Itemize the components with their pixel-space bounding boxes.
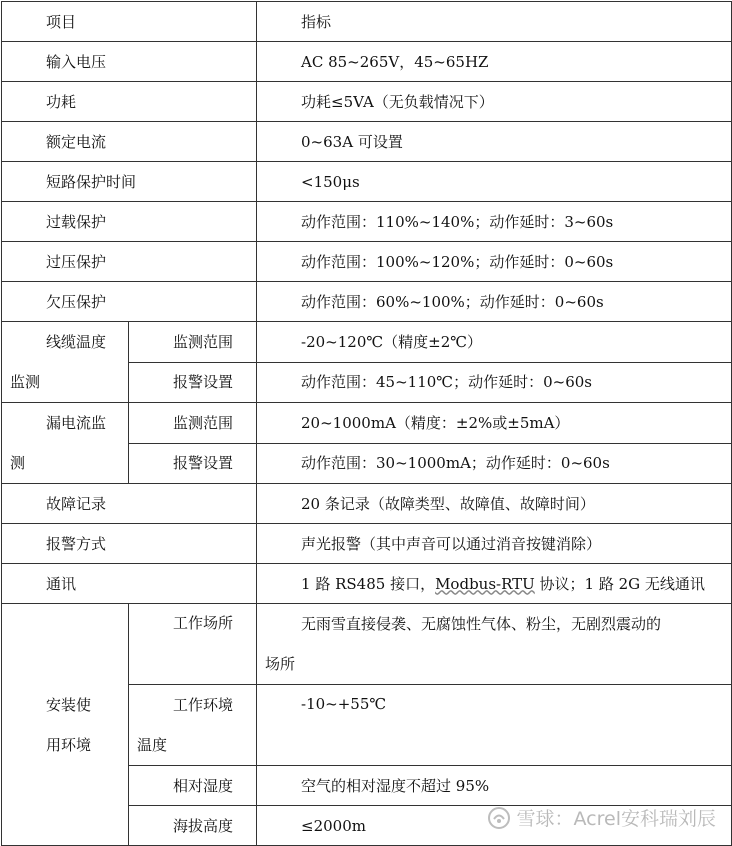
sub-label: 报警设置 xyxy=(129,443,257,484)
table-row xyxy=(2,524,732,564)
snowball-logo-icon xyxy=(487,806,511,830)
row-value: <150μs xyxy=(257,162,732,202)
sub-value: -10~+55℃ xyxy=(257,685,732,766)
table-row xyxy=(2,484,732,524)
row-value: 动作范围：60%~100%；动作延时：0~60s xyxy=(257,282,732,322)
sub-label: 监测范围 xyxy=(129,322,257,363)
table-row xyxy=(2,564,732,604)
sub-label: 工作场所 xyxy=(129,604,257,685)
env-temp-label-line1: 工作环境 xyxy=(173,696,234,714)
row-value: 20 条记录（故障类型、故障值、故障时间） xyxy=(257,484,732,524)
row-label: 额定电流 xyxy=(2,122,257,162)
sub-label: 报警设置 xyxy=(129,362,257,403)
comm-value-a: 1 路 RS485 接口， xyxy=(301,574,436,593)
table-row xyxy=(2,122,732,162)
env-temp-label-line2: 温度 xyxy=(137,736,168,754)
leakage-label-line2: 测 xyxy=(10,454,26,472)
cable-temp-label-line2: 监测 xyxy=(10,373,41,391)
table-row xyxy=(2,322,732,363)
sub-value: 空气的相对湿度不超过 95% xyxy=(257,766,732,806)
table-row xyxy=(2,202,732,242)
row-value: AC 85~265V，45~65HZ xyxy=(257,42,732,82)
leakage-label xyxy=(2,403,129,484)
sub-value xyxy=(257,604,732,685)
table-header-row xyxy=(2,2,732,42)
row-value: 0~63A 可设置 xyxy=(257,122,732,162)
row-label: 过载保护 xyxy=(2,202,257,242)
row-label: 报警方式 xyxy=(2,524,257,564)
table-row xyxy=(2,403,732,444)
sub-value: -20~120℃（精度±2℃） xyxy=(257,322,732,363)
cable-temp-label xyxy=(2,322,129,403)
table-row xyxy=(2,162,732,202)
row-value: 动作范围：110%~140%；动作延时：3~60s xyxy=(257,202,732,242)
table-row xyxy=(2,282,732,322)
sub-value: 动作范围：45~110℃；动作延时：0~60s xyxy=(257,362,732,403)
row-value: 动作范围：100%~120%；动作延时：0~60s xyxy=(257,242,732,282)
row-value: 功耗≤5VA（无负载情况下） xyxy=(257,82,732,122)
row-label: 功耗 xyxy=(2,82,257,122)
install-label-line2: 用环境 xyxy=(46,735,92,754)
row-label: 过压保护 xyxy=(2,242,257,282)
table-row xyxy=(2,242,732,282)
table-row xyxy=(2,42,732,82)
workplace-line1: 无雨雪直接侵袭、无腐蚀性气体、粉尘，无剧烈震动的 xyxy=(301,615,662,633)
row-label: 通讯 xyxy=(2,564,257,604)
sub-label xyxy=(129,685,257,766)
install-label-line1: 安装使 xyxy=(46,695,92,714)
sub-value: 动作范围：30~1000mA；动作延时：0~60s xyxy=(257,443,732,484)
row-label: 欠压保护 xyxy=(2,282,257,322)
row-value: 声光报警（其中声音可以通过消音按键消除） xyxy=(257,524,732,564)
comm-protocol: Modbus-RTU xyxy=(435,574,535,593)
watermark xyxy=(487,804,716,831)
table-row xyxy=(2,604,732,685)
spec-table xyxy=(1,1,732,846)
install-label xyxy=(2,604,129,846)
row-label: 输入电压 xyxy=(2,42,257,82)
comm-value xyxy=(257,564,732,604)
sub-label: 监测范围 xyxy=(129,403,257,444)
leakage-label-line1: 漏电流监 xyxy=(46,414,107,432)
header-spec: 指标 xyxy=(257,2,732,42)
cable-temp-label-line1: 线缆温度 xyxy=(46,333,107,351)
header-item: 项目 xyxy=(2,2,257,42)
table-row xyxy=(2,82,732,122)
comm-value-c: 协议；1 路 2G 无线通讯 xyxy=(534,574,705,593)
sub-value: 20~1000mA（精度：±2%或±5mA） xyxy=(257,403,732,444)
sub-label: 相对湿度 xyxy=(129,766,257,806)
sub-label: 海拔高度 xyxy=(129,806,257,846)
watermark-text: 雪球：Acrel安科瑞刘辰 xyxy=(516,808,716,830)
row-label: 短路保护时间 xyxy=(2,162,257,202)
workplace-line2: 场所 xyxy=(265,655,296,673)
row-label: 故障记录 xyxy=(2,484,257,524)
sub-value: ≤2000m xyxy=(257,806,732,846)
